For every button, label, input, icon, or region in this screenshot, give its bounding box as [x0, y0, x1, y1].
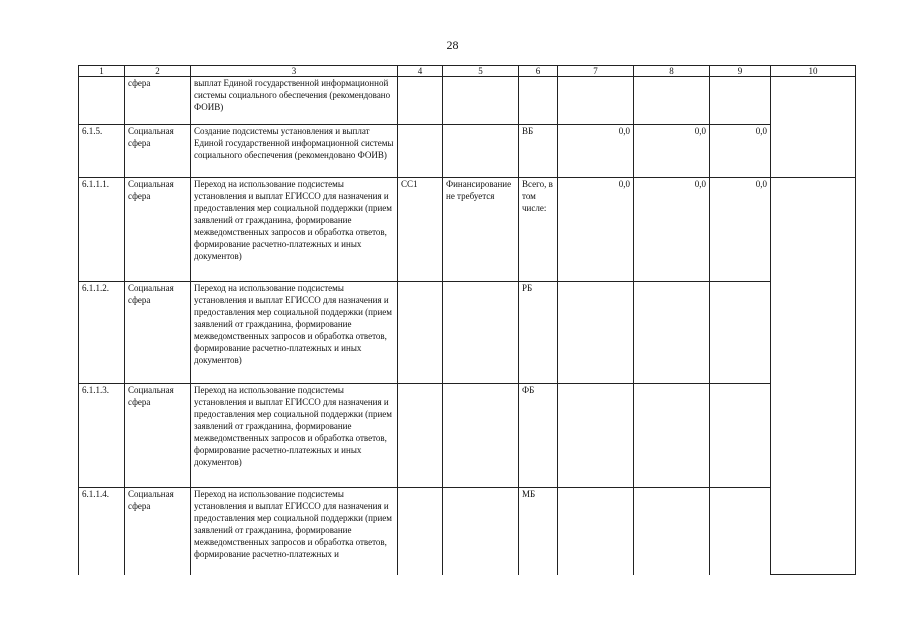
row-description: Переход на использование подсистемы установления и выплат ЕГИССО для назначения и предоставления мер социальной поддержки (прием заявлений от гражданина, формирование межведомственных запросов и обработка ответов, формирование расчетно-платежных и иных документов) — [191, 282, 398, 384]
column-header: 8 — [634, 66, 710, 77]
row-cell-5: Финансирование не требуется — [443, 178, 519, 282]
row-description: Переход на использование подсистемы установления и выплат ЕГИССО для назначения и предоставления мер социальной поддержки (прием заявлений от гражданина, формирование межведомственных запросов и обработка ответов, формирование расчетно-платежных и иных документов) — [191, 178, 398, 282]
row-cell-8: 0,0 — [634, 125, 710, 178]
table-row — [79, 282, 856, 384]
row-description: Переход на использование подсистемы установления и выплат ЕГИССО для назначения и предоставления мер социальной поддержки (прием заявлений от гражданина, формирование межведомственных запросов и обработка ответов, формирование расчетно-платежных и — [191, 488, 398, 575]
row-cell-8 — [634, 282, 710, 384]
row-cell-6: ФБ — [519, 384, 558, 488]
row-cell-10 — [771, 178, 856, 575]
row-cell-9 — [710, 384, 771, 488]
row-code: 6.1.1.4. — [79, 488, 125, 575]
row-cell-4 — [398, 282, 443, 384]
row-cell-4 — [398, 125, 443, 178]
row-cell-6 — [519, 77, 558, 125]
row-cell-6: Всего, в том числе: — [519, 178, 558, 282]
row-sphere: Социальная сфера — [125, 282, 191, 384]
column-header: 2 — [125, 66, 191, 77]
column-header: 10 — [771, 66, 856, 77]
table-row — [79, 178, 856, 282]
row-sphere: сфера — [125, 77, 191, 125]
column-header: 5 — [443, 66, 519, 77]
row-cell-4: СС1 — [398, 178, 443, 282]
page-number: 28 — [446, 38, 459, 52]
table-row — [79, 125, 856, 178]
row-cell-6: РБ — [519, 282, 558, 384]
header-row — [79, 66, 856, 77]
column-header: 1 — [79, 66, 125, 77]
row-cell-7: 0,0 — [558, 125, 634, 178]
row-cell-9 — [710, 282, 771, 384]
row-code: 6.1.5. — [79, 125, 125, 178]
row-sphere: Социальная сфера — [125, 384, 191, 488]
row-cell-7 — [558, 77, 634, 125]
row-cell-6: ВБ — [519, 125, 558, 178]
row-sphere: Социальная сфера — [125, 488, 191, 575]
column-header: 6 — [519, 66, 558, 77]
row-sphere: Социальная сфера — [125, 178, 191, 282]
row-code: 6.1.1.1. — [79, 178, 125, 282]
column-header: 3 — [191, 66, 398, 77]
document-table — [78, 65, 856, 575]
row-cell-8 — [634, 77, 710, 125]
row-cell-4 — [398, 384, 443, 488]
row-cell-5 — [443, 282, 519, 384]
row-cell-10 — [771, 77, 856, 178]
row-cell-9: 0,0 — [710, 178, 771, 282]
row-sphere: Социальная сфера — [125, 125, 191, 178]
row-cell-5 — [443, 488, 519, 575]
row-cell-9 — [710, 488, 771, 575]
row-cell-6: МБ — [519, 488, 558, 575]
row-description: Создание подсистемы установления и выплат Единой государственной информационной системы социального обеспечения (рекомендовано ФОИВ) — [191, 125, 398, 178]
row-cell-5 — [443, 125, 519, 178]
row-cell-9 — [710, 77, 771, 125]
row-cell-7: 0,0 — [558, 178, 634, 282]
row-code: 6.1.1.2. — [79, 282, 125, 384]
column-header: 4 — [398, 66, 443, 77]
row-cell-9: 0,0 — [710, 125, 771, 178]
table-row — [79, 384, 856, 488]
row-cell-5 — [443, 384, 519, 488]
row-cell-8 — [634, 384, 710, 488]
row-cell-7 — [558, 384, 634, 488]
row-cell-7 — [558, 488, 634, 575]
row-cell-4 — [398, 77, 443, 125]
column-header: 7 — [558, 66, 634, 77]
row-cell-8 — [634, 488, 710, 575]
row-cell-5 — [443, 77, 519, 125]
table-row — [79, 488, 856, 575]
row-cell-8: 0,0 — [634, 178, 710, 282]
row-cell-7 — [558, 282, 634, 384]
table-row — [79, 77, 856, 125]
row-description: Переход на использование подсистемы установления и выплат ЕГИССО для назначения и предоставления мер социальной поддержки (прием заявлений от гражданина, формирование межведомственных запросов и обработка ответов, формирование расчетно-платежных и иных документов) — [191, 384, 398, 488]
row-code — [79, 77, 125, 125]
row-description: выплат Единой государственной информационной системы социального обеспечения (рекомендовано ФОИВ) — [191, 77, 398, 125]
column-header: 9 — [710, 66, 771, 77]
row-cell-4 — [398, 488, 443, 575]
row-code: 6.1.1.3. — [79, 384, 125, 488]
